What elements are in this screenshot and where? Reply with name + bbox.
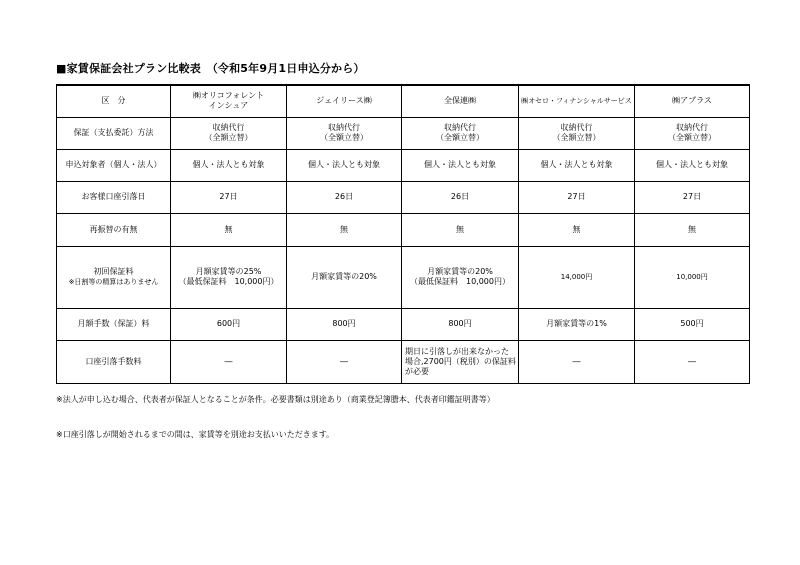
table-cell: ― xyxy=(287,340,402,383)
table-row xyxy=(57,340,750,383)
table-cell: 無 xyxy=(402,213,519,246)
table-cell: 27日 xyxy=(519,181,635,213)
cell-text: （全額立替） xyxy=(436,133,484,142)
company-header-cell xyxy=(519,85,635,117)
table-cell: 無 xyxy=(171,213,287,246)
cell-text: 収納代行 xyxy=(444,123,476,132)
row-label xyxy=(57,117,171,149)
table-cell xyxy=(171,246,287,308)
table-header-row xyxy=(57,85,750,117)
cell-text: 収納代行 xyxy=(212,123,245,132)
cell-text: （全額立替） xyxy=(204,133,253,142)
table-cell: 27日 xyxy=(171,181,287,213)
table-cell: 27日 xyxy=(635,181,750,213)
footnote: ※口座引落しが開始されるまでの間は、家賃等を別途お支払いいただきます。 xyxy=(56,430,335,439)
page-title: ■家賃保証会社プラン比較表 （令和5年9月1日申込分から） xyxy=(56,62,365,75)
table-row xyxy=(57,149,750,181)
company-header-cell xyxy=(287,85,402,117)
table-cell xyxy=(519,246,635,308)
row-label xyxy=(57,181,171,213)
table-cell xyxy=(635,246,750,308)
cell-text: 期日に引落しが出来なかった xyxy=(405,346,509,356)
table-cell: 26日 xyxy=(402,181,519,213)
table-cell xyxy=(402,117,519,149)
table-cell xyxy=(635,117,750,149)
table-cell: 個人・法人とも対象 xyxy=(171,149,287,181)
company-name: ㈱オリコフォレント xyxy=(192,91,265,101)
cell-text: 収納代行 xyxy=(328,123,360,132)
table-cell xyxy=(287,246,402,308)
cell-text: （全額立替） xyxy=(668,133,716,142)
table-row xyxy=(57,213,750,246)
table-cell: ― xyxy=(635,340,750,383)
table-cell: 個人・法人とも対象 xyxy=(635,149,750,181)
table-cell xyxy=(519,117,635,149)
table-cell: 個人・法人とも対象 xyxy=(519,149,635,181)
table-cell: 無 xyxy=(519,213,635,246)
cell-text: 場合,2700円（税別）の保証料 xyxy=(405,356,516,366)
company-name: ㈱オセロ・フィナンシャルサービス xyxy=(521,97,632,106)
table-cell xyxy=(171,117,287,149)
company-name: ㈱アプラス xyxy=(672,96,712,106)
row-label-text: 再振替の有無 xyxy=(89,224,138,234)
row-label xyxy=(57,149,171,181)
header-label-cell xyxy=(57,85,171,117)
company-name-line2: インシュア xyxy=(208,101,249,111)
row-label-text: 口座引落手数料 xyxy=(85,356,142,366)
table-cell: ― xyxy=(171,340,287,383)
company-header-cell xyxy=(171,85,287,117)
cell-text: （最低保証料 10,000円） xyxy=(410,277,510,286)
cell-text: 収納代行 xyxy=(676,123,708,132)
table-row xyxy=(57,117,750,149)
cell-text: （全額立替） xyxy=(552,133,601,142)
cell-text: 月額家賃等の20% xyxy=(311,272,377,281)
table-cell: 個人・法人とも対象 xyxy=(287,149,402,181)
cell-text: が必要 xyxy=(405,366,429,376)
table-cell: ― xyxy=(519,340,635,383)
cell-text: （全額立替） xyxy=(320,133,368,142)
row-label-text: お客様口座引落日 xyxy=(81,192,146,201)
row-label-text: 初回保証料 xyxy=(93,267,134,276)
company-header-cell xyxy=(635,85,750,117)
cell-text: 14,000円 xyxy=(560,273,593,281)
table-cell xyxy=(402,340,519,383)
row-label xyxy=(57,340,171,383)
cell-text: 月額家賃等の25% xyxy=(195,267,262,276)
company-name: 全保連㈱ xyxy=(444,96,476,106)
footnote: ※法人が申し込む場合、代表者が保証人となることが条件。必要書類は別途あり（商業登記簿謄本、代表者印鑑証明書等） xyxy=(56,395,495,404)
cell-text: 収納代行 xyxy=(560,123,593,132)
table-cell xyxy=(287,117,402,149)
row-label-text: 保証（支払委託）方法 xyxy=(73,128,154,137)
comparison-table xyxy=(56,84,750,384)
table-cell: 無 xyxy=(287,213,402,246)
table-row xyxy=(57,308,750,340)
row-label-note: ※日割等の精算はありません xyxy=(68,278,159,286)
table-cell: 26日 xyxy=(287,181,402,213)
row-label-text: 申込対象者（個人・法人） xyxy=(65,160,162,169)
table-cell: 600円 xyxy=(171,308,287,340)
table-cell: 月額家賃等の1% xyxy=(519,308,635,340)
header-label: 区 分 xyxy=(101,96,126,106)
company-header-cell xyxy=(402,85,519,117)
company-name: ジェイリース㈱ xyxy=(316,96,372,106)
table-cell: 500円 xyxy=(635,308,750,340)
cell-text: 月額家賃等の20% xyxy=(427,267,493,276)
table-cell xyxy=(402,246,519,308)
table-row xyxy=(57,181,750,213)
table-row xyxy=(57,246,750,308)
row-label-text: 月額手数（保証）料 xyxy=(77,319,150,328)
row-label xyxy=(57,213,171,246)
row-label xyxy=(57,308,171,340)
table-cell: 個人・法人とも対象 xyxy=(402,149,519,181)
cell-text: （最低保証料 10,000円） xyxy=(178,277,279,286)
row-label xyxy=(57,246,171,308)
table-cell: 無 xyxy=(635,213,750,246)
cell-text: 10,000円 xyxy=(676,273,708,281)
table-cell: 800円 xyxy=(402,308,519,340)
table-cell: 800円 xyxy=(287,308,402,340)
